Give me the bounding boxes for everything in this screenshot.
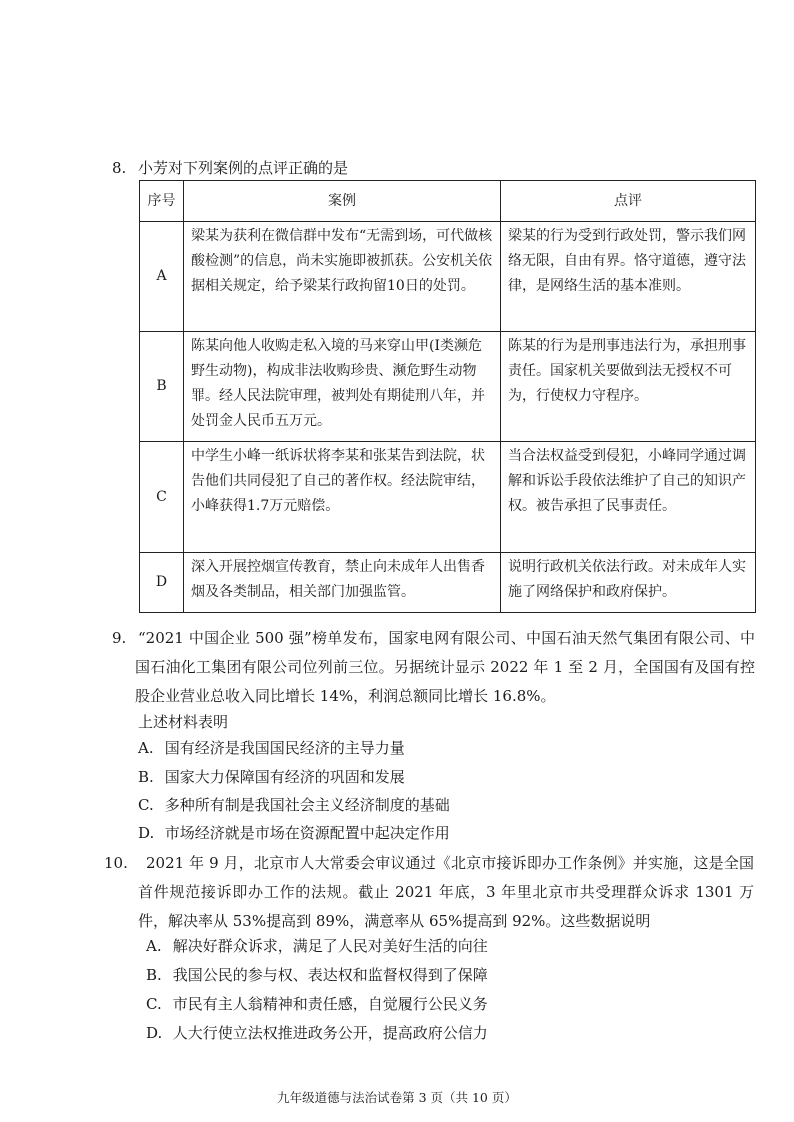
option-text: 市民有主人翁精神和责任感，自觉履行公民义务 [172,995,488,1013]
question-10-option-a[interactable] [146,932,488,960]
question-10-option-c[interactable] [146,990,488,1018]
question-10-option-d[interactable] [146,1019,488,1047]
option-text: 国家大力保障国有经济的巩固和发展 [164,768,405,786]
comment-cell: 陈某的行为是刑事违法行为，承担刑事责任。国家机关要做到法无授权不可为，行使权力守程序。 [501,332,756,442]
option-letter: C. [138,796,154,814]
question-9-option-d[interactable] [138,819,450,847]
case-cell: 梁某为获利在微信群中发布“无需到场，可代做核酸检测”的信息，尚未实施即被抓获。公安机关依据相关规定，给予梁某行政拘留10日的处罚。 [184,222,501,332]
page-footer: 九年级道德与法治试卷第 3 页（共 10 页） [277,1090,517,1105]
header-comment: 点评 [501,181,756,222]
option-text: 人大行使立法权推进政务公开，提高政府公信力 [172,1024,488,1042]
table-row [140,553,756,613]
question-9-lead: 上述材料表明 [138,713,229,731]
case-cell: 中学生小峰一纸诉状将李某和张某告到法院，状告他们共同侵犯了自己的著作权。经法院审结，小峰获得1.7万元赔偿。 [184,442,501,553]
question-9-stem: “2021 中国企业 500 强”榜单发布，国家电网有限公司、中国石油天然气集团有限公司、中国石油化工集团有限公司位列前三位。另据统计显示 2022 年 1 至 2 月，全国国有及国有控股企业营业总收入同比增长 14%，利润总额同比增长 16.8%。 [135,629,755,705]
case-review-table [139,180,756,613]
header-case: 案例 [184,181,501,222]
header-no: 序号 [140,181,184,222]
option-letter: A. [146,937,162,955]
comment-cell: 当合法权益受到侵犯，小峰同学通过调解和诉讼手段依法维护了自己的知识产权。被告承担了民事责任。 [501,442,756,553]
question-9-number: 9. [112,629,127,647]
option-letter: B. [138,768,154,786]
case-cell: 陈某向他人收购走私入境的马来穿山甲(Ⅰ类濒危野生动物)，构成非法收购珍贵、濒危野生动物罪。经人民法院审理，被判处有期徒刑八年，并处罚金人民币五万元。 [184,332,501,442]
table-row [140,442,756,553]
row-label: A [140,222,184,332]
comment-cell: 梁某的行为受到行政处罚，警示我们网络无限，自由有界。恪守道德，遵守法律，是网络生活的基本准则。 [501,222,756,332]
option-text: 解决好群众诉求，满足了人民对美好生活的向往 [172,937,488,955]
option-letter: D. [138,824,155,842]
option-text: 国有经济是我国国民经济的主导力量 [164,739,405,757]
option-letter: D. [146,1024,163,1042]
option-letter: C. [146,995,162,1013]
row-label: C [140,442,184,553]
option-letter: B. [146,966,162,984]
question-10-stem: 2021 年 9 月，北京市人大常委会审议通过《北京市接诉即办工作条例》并实施，这是全国首件规范接诉即办工作的法规。截止 2021 年底，3 年里北京市共受理群众诉求 1301 万件，解决率从 53%提高到 89%，满意率从 65%提高到 92%。这些数据说明 [138,854,754,930]
question-8-number: 8. [112,159,127,177]
question-10-option-b[interactable] [146,961,488,989]
question-9-option-a[interactable] [138,734,405,762]
question-8-stem: 小芳对下列案例的点评正确的是 [138,159,349,177]
case-cell: 深入开展控烟宣传教育，禁止向未成年人出售香烟及各类制品，相关部门加强监管。 [184,553,501,613]
comment-cell: 说明行政机关依法行政。对未成年人实施了网络保护和政府保护。 [501,553,756,613]
option-text: 我国公民的参与权、表达权和监督权得到了保障 [172,966,488,984]
table-header-row [140,181,756,222]
option-letter: A. [138,739,154,757]
option-text: 多种所有制是我国社会主义经济制度的基础 [164,796,450,814]
question-9-option-b[interactable] [138,763,405,791]
row-label: D [140,553,184,613]
question-9-option-c[interactable] [138,791,450,819]
table-row [140,332,756,442]
table-row [140,222,756,332]
row-label: B [140,332,184,442]
question-10-number: 10. [104,854,128,872]
option-text: 市场经济就是市场在资源配置中起决定作用 [164,824,450,842]
